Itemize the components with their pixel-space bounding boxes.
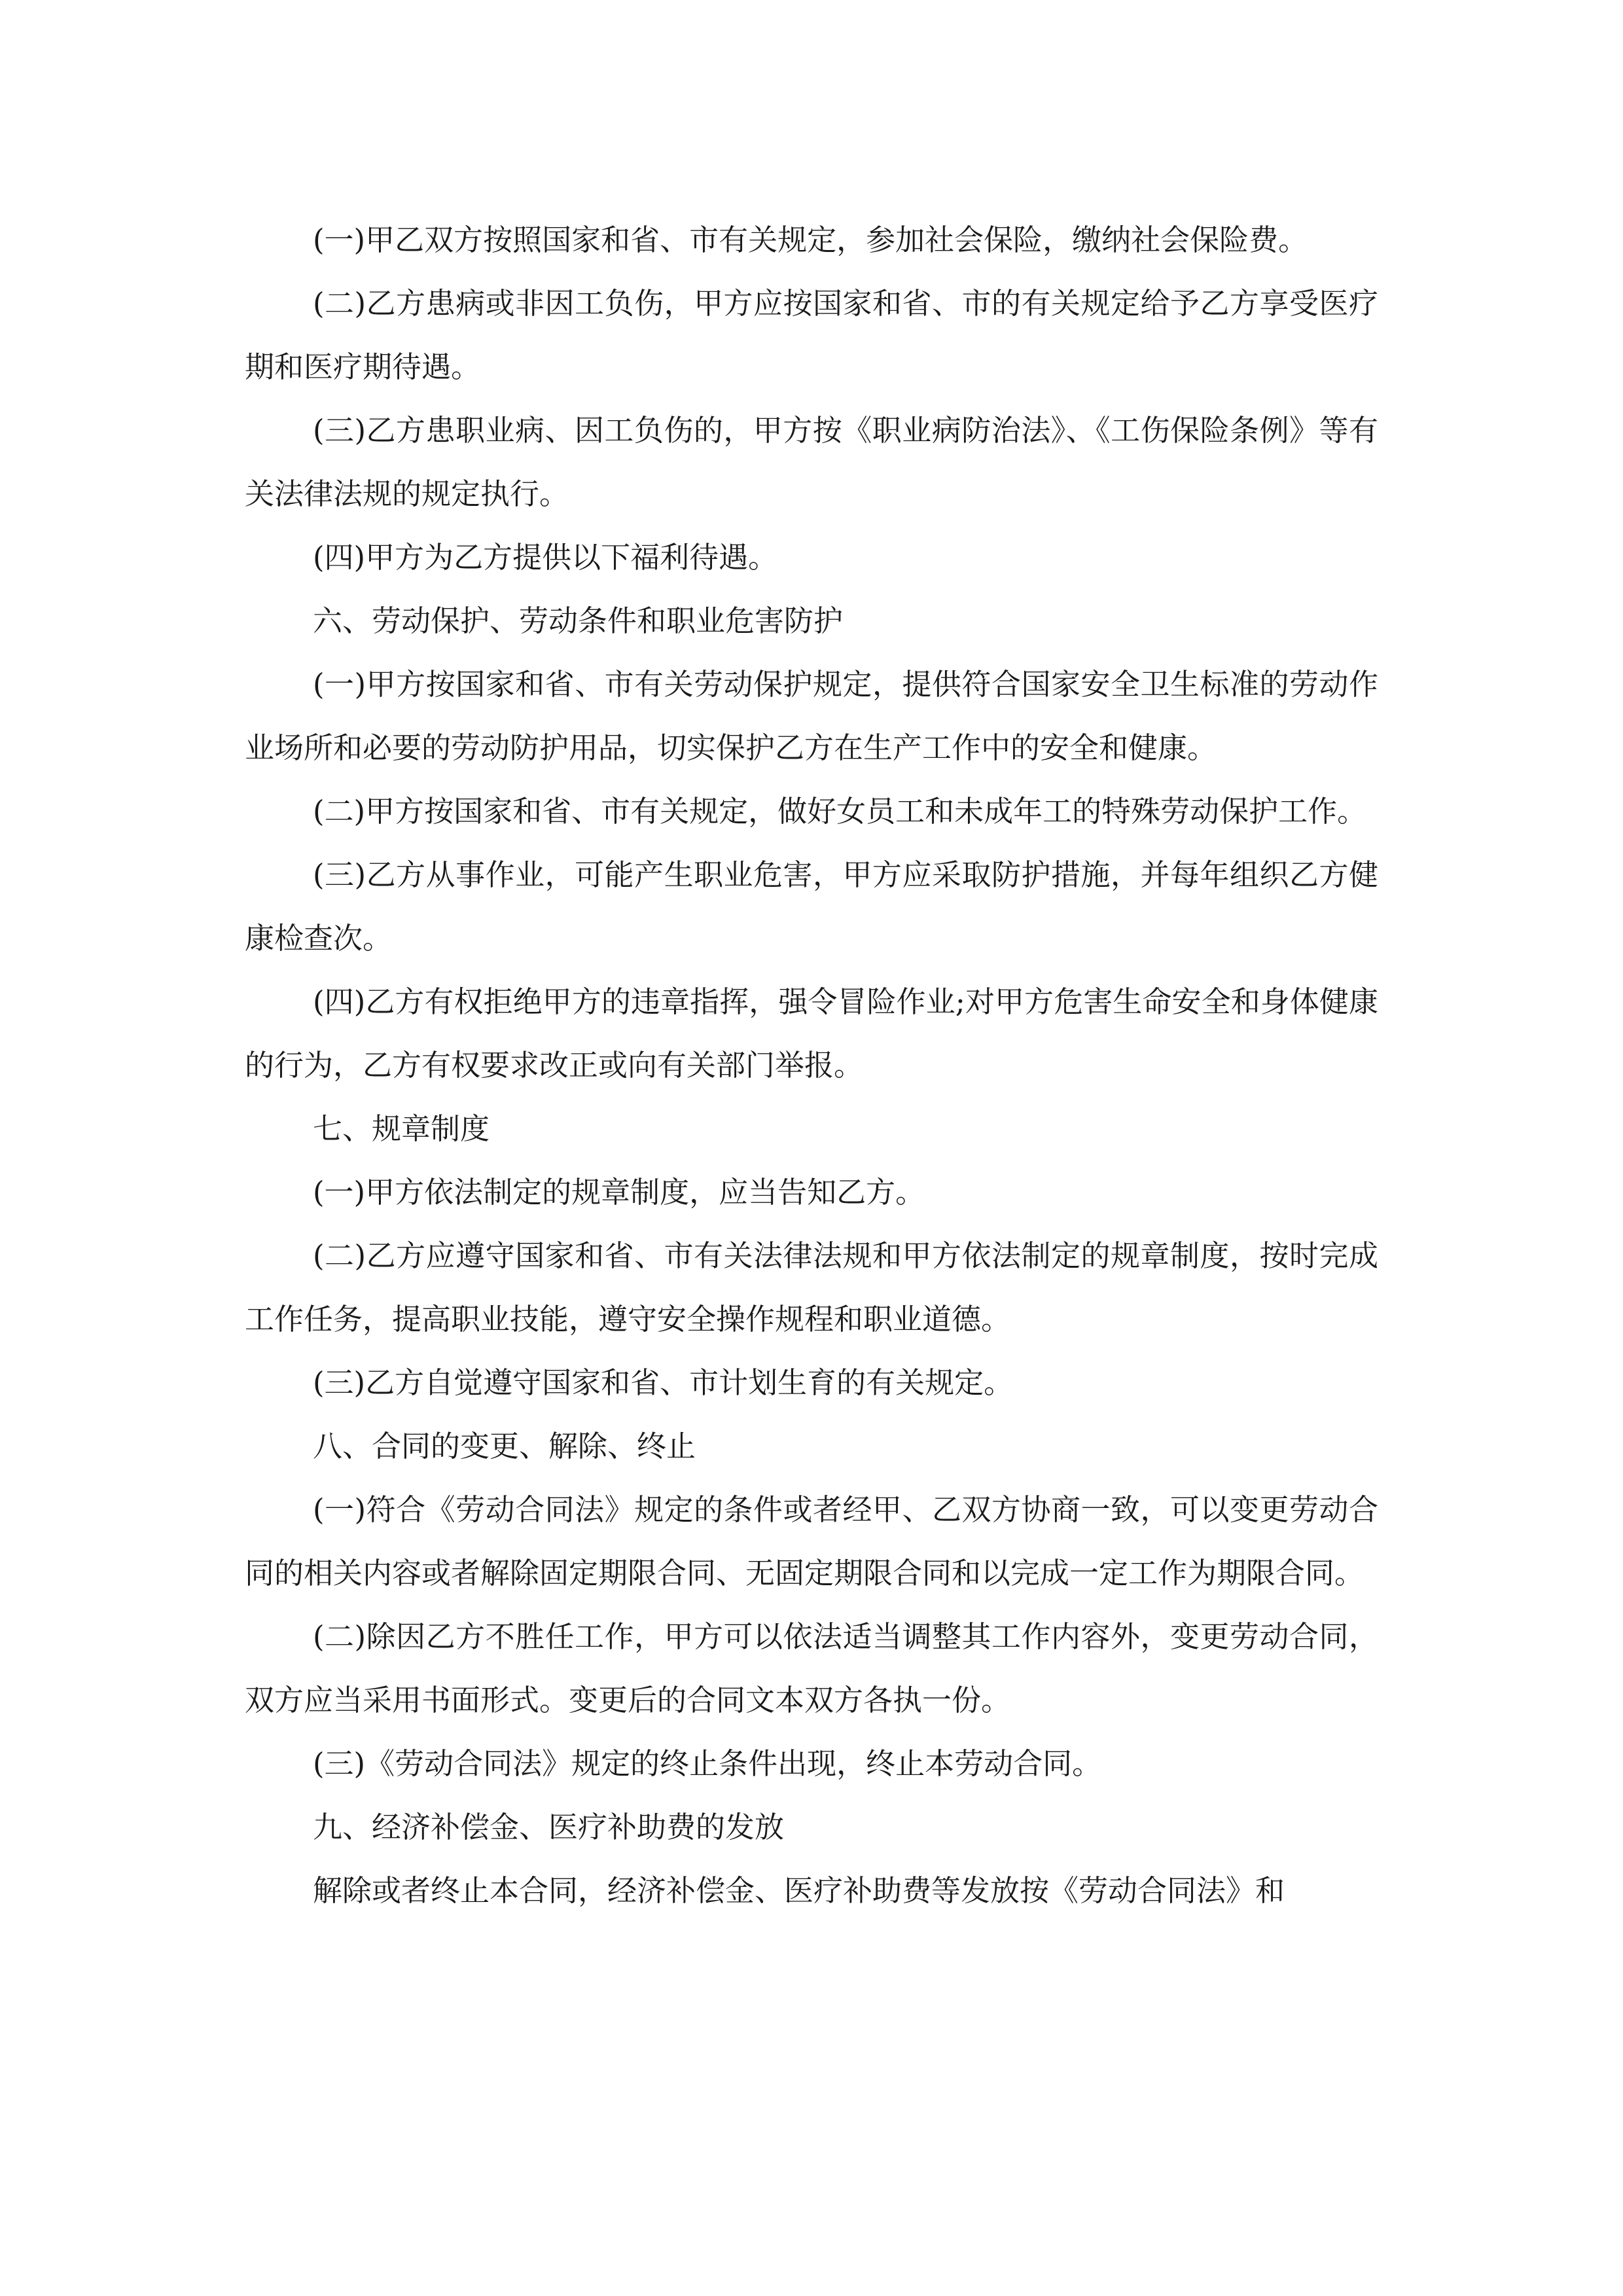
paragraph-right-to-refuse: (四)乙方有权拒绝甲方的违章指挥，强令冒险作业;对甲方危害生命安全和身体健康的行为，乙方有权要求改正或向有关部门举报。 [245,984,1378,1083]
paragraph-special-protection: (二)甲方按国家和省、市有关规定，做好女员工和未成年工的特殊劳动保护工作。 [313,794,1367,829]
paragraph-health-check: (三)乙方从事作业，可能产生职业危害，甲方应采取防护措施，并每年组织乙方健康检查次。 [245,857,1378,956]
section-heading-labor-protection: 六、劳动保护、劳动条件和职业危害防护 [313,603,844,638]
paragraph-labor-protection-standard: (一)甲方按国家和省、市有关劳动保护规定，提供符合国家安全卫生标准的劳动作业场所和必要的劳动防护用品，切实保护乙方在生产工作中的安全和健康。 [245,667,1378,765]
paragraph-occupational-disease: (三)乙方患职业病、因工负伤的，甲方按《职业病防治法》、《工伤保险条例》等有关法律法规的规定执行。 [245,413,1378,511]
section-heading-contract-change: 八、合同的变更、解除、终止 [313,1429,696,1463]
paragraph-contract-modification: (一)符合《劳动合同法》规定的条件或者经甲、乙双方协商一致，可以变更劳动合同的相关内容或者解除固定期限合同、无固定期限合同和以完成一定工作为期限合同。 [245,1492,1378,1590]
section-heading-compensation: 九、经济补偿金、医疗补助费的发放 [313,1810,785,1844]
paragraph-termination: (三)《劳动合同法》规定的终止条件出现，终止本劳动合同。 [313,1746,1102,1781]
paragraph-rules-compliance: (二)乙方应遵守国家和省、市有关法律法规和甲方依法制定的规章制度，按时完成工作任务，提高职业技能，遵守安全操作规程和职业道德。 [245,1238,1378,1336]
paragraph-family-planning: (三)乙方自觉遵守国家和省、市计划生育的有关规定。 [313,1365,1014,1400]
paragraph-compensation-payment: 解除或者终止本合同，经济补偿金、医疗补助费等发放按《劳动合同法》和 [313,1873,1285,1908]
paragraph-medical-period: (二)乙方患病或非因工负伤，甲方应按国家和省、市的有关规定给予乙方享受医疗期和医疗期待遇。 [245,286,1378,384]
paragraph-written-form: (二)除因乙方不胜任工作，甲方可以依法适当调整其工作内容外，变更劳动合同，双方应当采用书面形式。变更后的合同文本双方各执一份。 [245,1619,1378,1717]
paragraph-rules-notice: (一)甲方依法制定的规章制度，应当告知乙方。 [313,1175,925,1210]
paragraph-social-insurance: (一)甲乙双方按照国家和省、市有关规定，参加社会保险，缴纳社会保险费。 [313,223,1308,257]
section-heading-rules: 七、规章制度 [313,1111,490,1146]
paragraph-welfare: (四)甲方为乙方提供以下福利待遇。 [313,540,778,575]
document-body [245,208,1378,1922]
